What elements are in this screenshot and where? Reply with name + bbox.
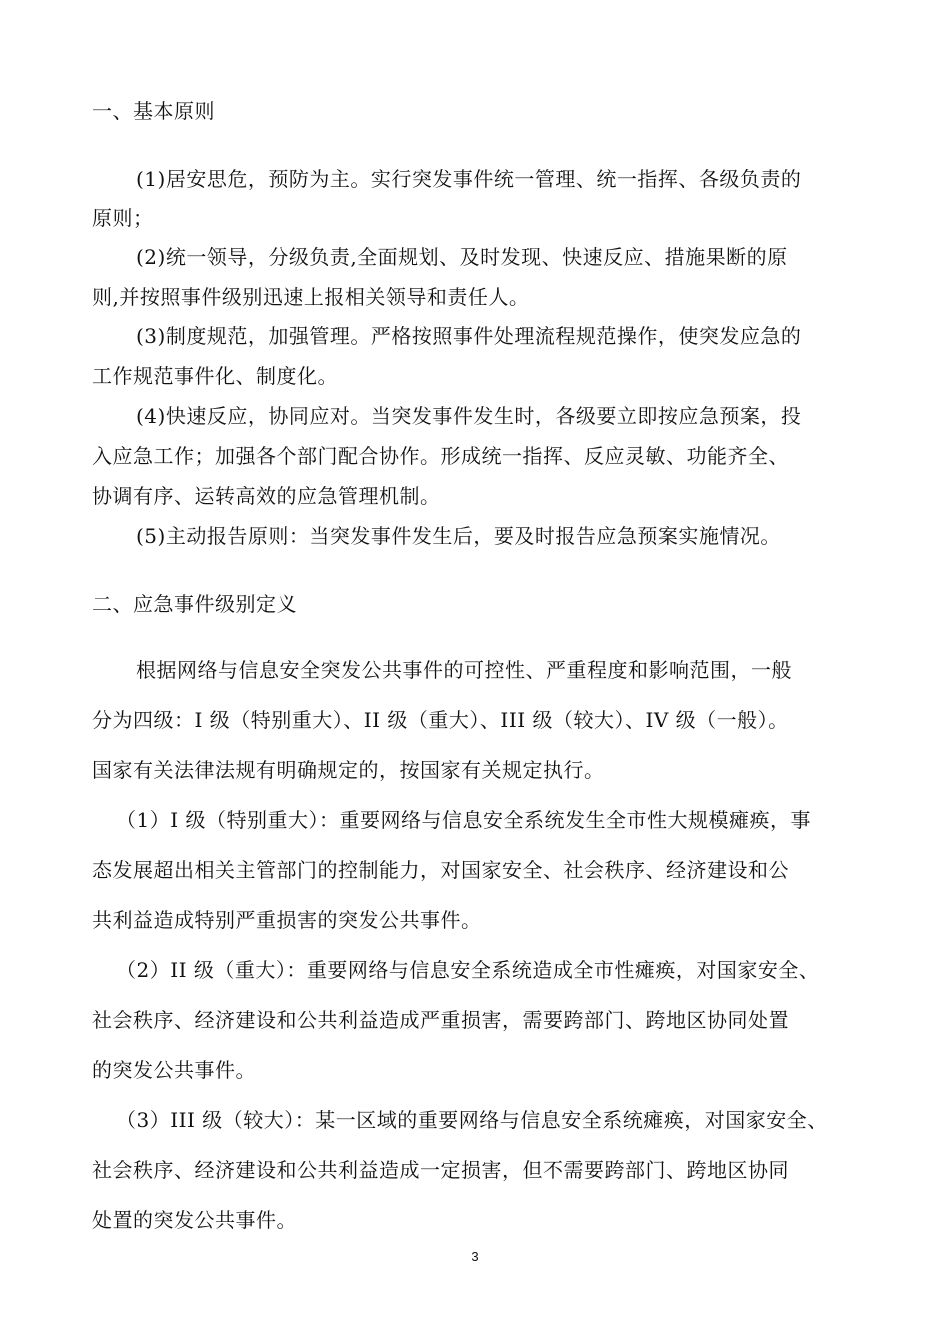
principle-1-line-2: 原则； [92, 206, 154, 230]
level-3-line-2: 社会秩序、经济建设和公共利益造成一定损害，但不需要跨部门、跨地区协同 [92, 1158, 789, 1182]
principle-1-line-1: (1)居安思危，预防为主。实行突发事件统一管理、统一指挥、各级负责的 [136, 167, 802, 191]
level-3-line-3: 处置的突发公共事件。 [92, 1208, 297, 1232]
principle-2-line-1: (2)统一领导，分级负责,全面规划、及时发现、快速反应、措施果断的原 [136, 245, 788, 269]
level-1-line-3: 共利益造成特别严重损害的突发公共事件。 [92, 908, 482, 932]
principle-4-line-3: 协调有序、运转高效的应急管理机制。 [92, 484, 441, 508]
principle-4-line-2: 入应急工作；加强各个部门配合协作。形成统一指挥、反应灵敏、功能齐全、 [92, 444, 789, 468]
intro-line-2: 分为四级：I 级（特别重大）、II 级（重大）、III 级（较大）、IV 级（一般）。 [92, 708, 789, 732]
level-2-line-2: 社会秩序、经济建设和公共利益造成严重损害，需要跨部门、跨地区协同处置 [92, 1008, 789, 1032]
level-3-line-1: （3）III 级（较大）：某一区域的重要网络与信息安全系统瘫痪，对国家安全、 [116, 1108, 828, 1132]
intro-line-3: 国家有关法律法规有明确规定的，按国家有关规定执行。 [92, 758, 605, 782]
principle-3-line-1: (3)制度规范，加强管理。严格按照事件处理流程规范操作，使突发应急的 [136, 324, 802, 348]
principle-4-line-1: (4)快速反应，协同应对。当突发事件发生时，各级要立即按应急预案，投 [136, 404, 802, 428]
level-2-line-1: （2）II 级（重大）：重要网络与信息安全系统造成全市性瘫痪，对国家安全、 [116, 958, 820, 982]
level-1-line-1: （1）I 级（特别重大）：重要网络与信息安全系统发生全市性大规模瘫痪，事 [116, 808, 811, 832]
section-heading-basic-principles: 一、基本原则 [92, 99, 215, 123]
level-1-line-2: 态发展超出相关主管部门的控制能力，对国家安全、社会秩序、经济建设和公 [92, 858, 789, 882]
page-number: 3 [471, 1249, 479, 1264]
principle-3-line-2: 工作规范事件化、制度化。 [92, 364, 338, 388]
level-2-line-3: 的突发公共事件。 [92, 1058, 256, 1082]
intro-line-1: 根据网络与信息安全突发公共事件的可控性、严重程度和影响范围，一般 [136, 658, 792, 682]
principle-5-line-1: (5)主动报告原则：当突发事件发生后，要及时报告应急预案实施情况。 [136, 524, 781, 548]
principle-2-line-2: 则,并按照事件级别迅速上报相关领导和责任人。 [92, 285, 530, 309]
section-heading-level-definitions: 二、应急事件级别定义 [92, 592, 297, 616]
